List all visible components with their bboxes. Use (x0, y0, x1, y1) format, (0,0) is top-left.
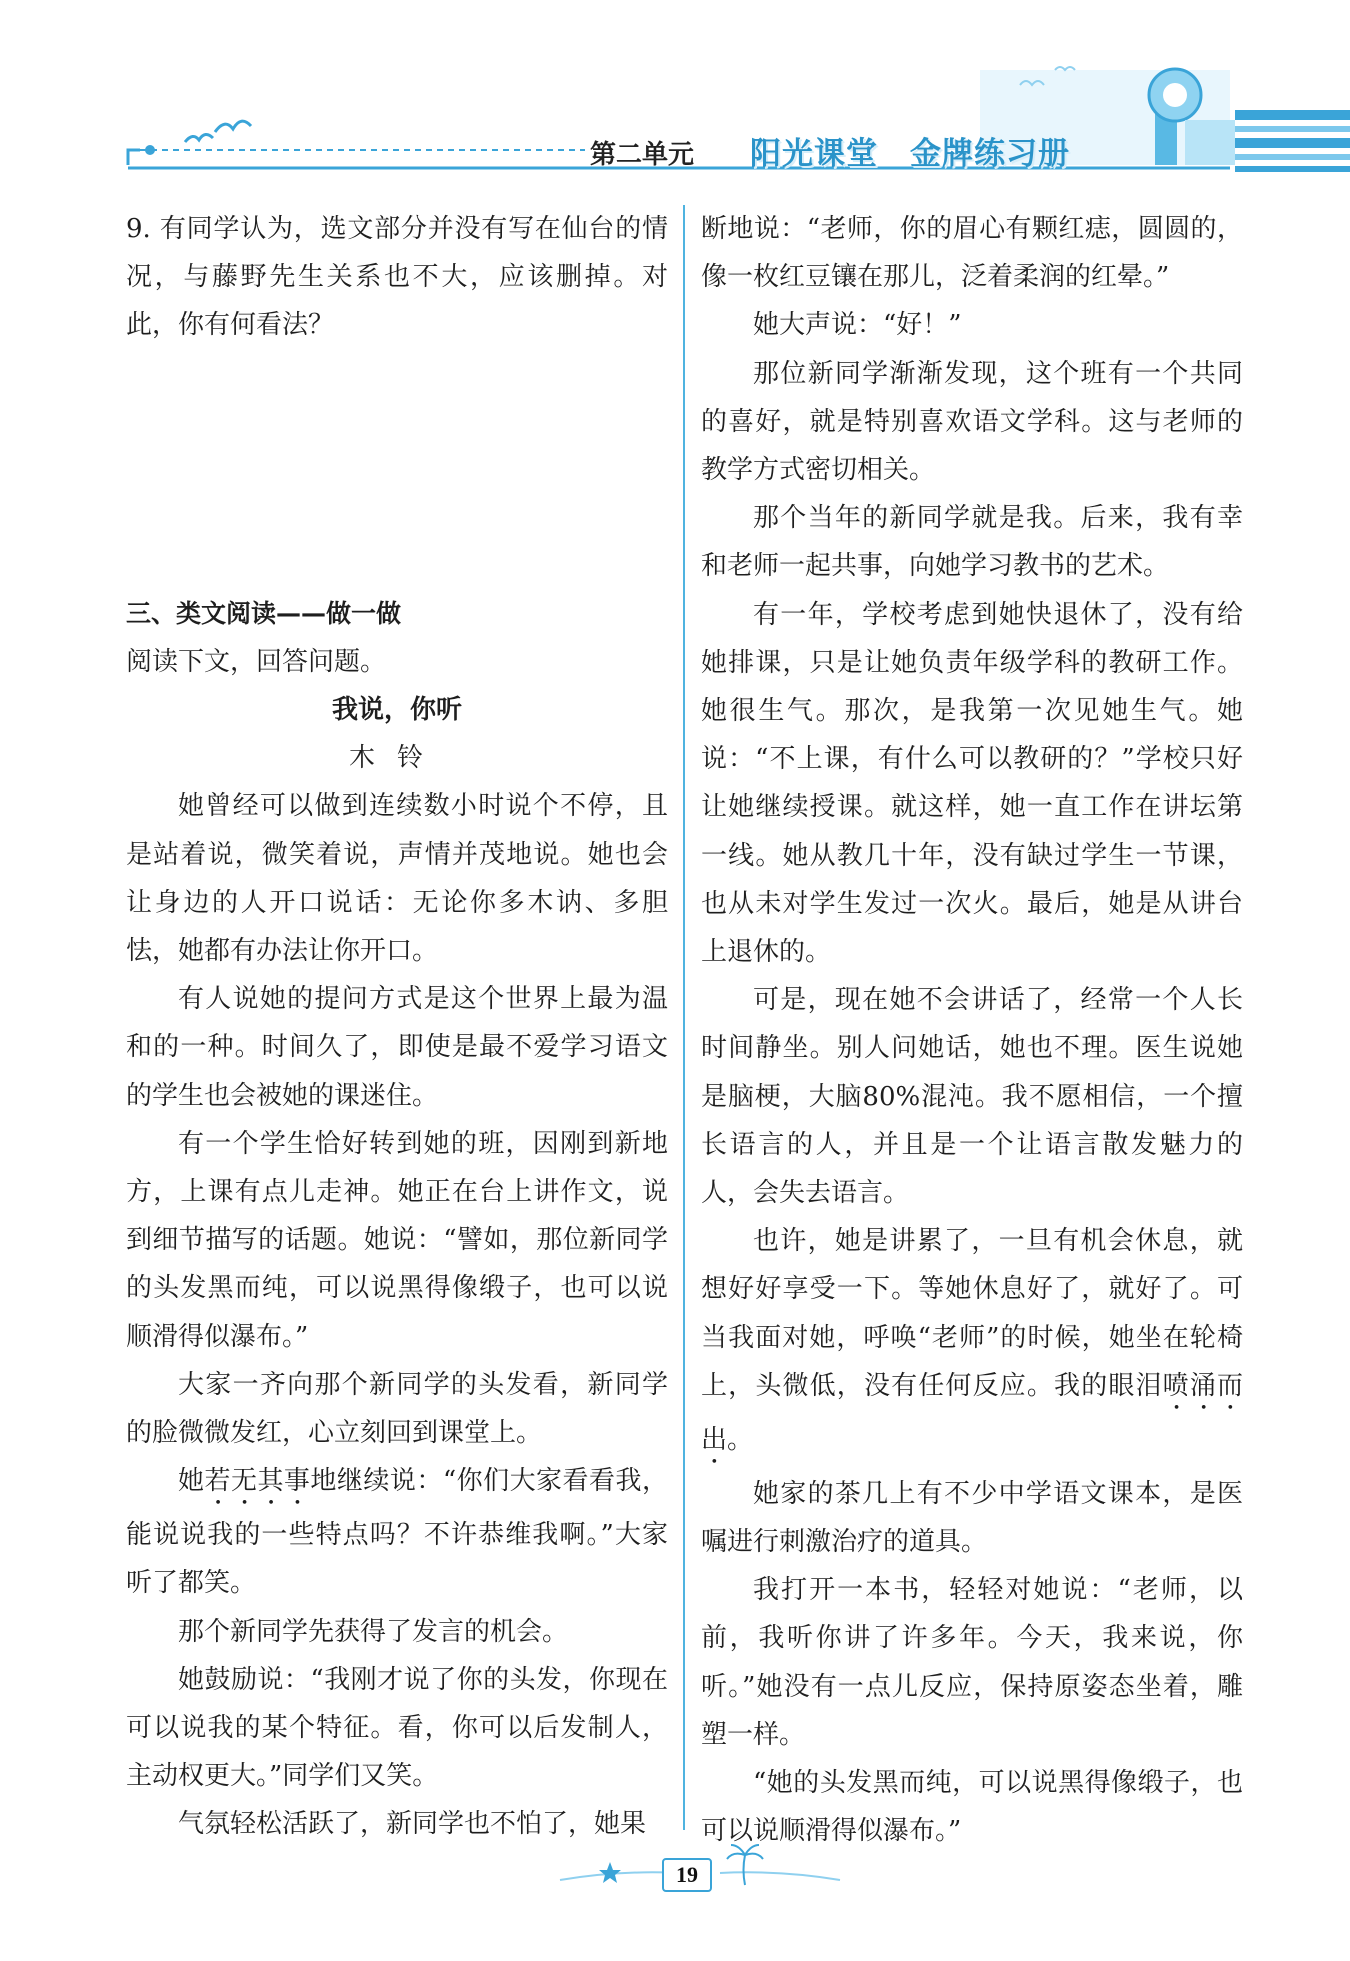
answer-space (126, 350, 668, 590)
text-run: 地继续说：“你们大家看看我，能说说我的一些特点吗？不许恭维我啊。”大家听了都笑。 (126, 1466, 668, 1599)
emphasized-word: 喷涌而出 (701, 1370, 1243, 1455)
emphasized-word: 若无其事 (204, 1466, 311, 1497)
page-header (0, 0, 1350, 200)
text-run: 也许，她是讲累了，一旦有机会休息，就想好好享受一下。等她休息好了，就好了。可当我面对她，呼唤“老师”的时候，她坐在轮椅上，头微低，没有任何反应。我的眼泪 (701, 1226, 1243, 1401)
paragraph: 气氛轻松活跃了，新同学也不怕了，她果 (178, 1809, 647, 1840)
paragraph: 她大声说：“好！” (753, 310, 962, 341)
article-title: 我说，你听 (331, 695, 462, 726)
unit-label: 第二单元 (590, 140, 695, 170)
paragraph: 大家一齐向那个新同学的头发看，新同学的脸微微发红，心立刻回到课堂上。 (126, 1369, 668, 1449)
text-run: 。 (727, 1424, 754, 1455)
paragraph: 那个当年的新同学就是我。后来，我有幸和老师一起共事，向她学习教书的艺术。 (701, 503, 1243, 582)
birds-icon (185, 121, 251, 142)
text-run: 她 (178, 1466, 205, 1497)
paragraph: 她鼓励说：“我刚才说了你的头发，你现在可以说我的某个特征。看，你可以后发制人，主动权更大。”同学们又笑。 (126, 1664, 668, 1792)
paragraph: 我打开一本书，轻轻对她说：“老师，以前，我听你讲了许多年。今天，我来说，你听。”她没有一点儿反应，保持原姿态坐着，雕塑一样。 (701, 1575, 1243, 1750)
paragraph: 她曾经可以做到连续数小时说个不停，且是站着说，微笑着说，声情并茂地说。她也会让身边的人开口说话：无论你多木讷、多胆怯，她都有办法让你开口。 (126, 791, 668, 967)
column-divider (683, 205, 685, 1830)
palm-tree-icon (727, 1845, 763, 1885)
series-title: 阳光课堂 金牌练习册 (750, 136, 1070, 172)
paragraph (126, 1457, 668, 1607)
left-column (126, 205, 668, 1849)
section-title: 三、类文阅读——做一做 (126, 598, 402, 628)
right-column (701, 205, 1243, 1856)
paragraph: 有一年，学校考虑到她快退休了，没有给她排课，只是让她负责年级学科的教研工作。她很生气。那次，是我第一次见她生气。她说：“不上课，有什么可以教研的？”学校只好让她继续授课。就这样，她一直工作在讲坛第一线。她从教几十年，没有缺过学生一节课，也从未对学生发过一次火。最后，她是从讲台上退休的。 (701, 599, 1243, 968)
starfish-icon (599, 1862, 621, 1883)
page-number: 19 (662, 1858, 712, 1892)
paragraph: 有一个学生恰好转到她的班，因刚到新地方，上课有点儿走神。她正在台上讲作文，说到细节描写的话题。她说：“譬如，那位新同学的头发黑而纯，可以说黑得像缎子，也可以说顺滑得似瀑布。” (126, 1128, 668, 1352)
paragraph: 她家的茶几上有不少中学语文课本，是医嘱进行刺激治疗的道具。 (701, 1478, 1243, 1558)
paragraph: “她的头发黑而纯，可以说黑得像缎子，也可以说顺滑得似瀑布。” (701, 1768, 1243, 1847)
paragraph: 那个新同学先获得了发言的机会。 (178, 1616, 569, 1647)
article-author: 木铃 (348, 743, 445, 774)
question-9: 9. 有同学认为，选文部分并没有写在仙台的情况，与藤野先生关系也不大，应该删掉。对此，你有何看法？ (126, 214, 668, 341)
paragraph: 有人说她的提问方式是这个世界上最为温和的一种。时间久了，即使是最不爱学习语文的学生也会被她的课迷住。 (126, 984, 668, 1111)
paragraph (701, 1217, 1243, 1470)
instruction: 阅读下文，回答问题。 (126, 646, 387, 677)
paragraph: 可是，现在她不会讲话了，经常一个人长时间静坐。别人问她话，她也不理。医生说她是脑梗，大脑80%混沌。我不愿相信，一个擅长语言的人，并且是一个让语言散发魅力的人，会失去语言。 (701, 985, 1243, 1209)
paragraph: 断地说：“老师，你的眉心有颗红痣，圆圆的，像一枚红豆镶在那儿，泛着柔润的红晕。” (701, 214, 1243, 293)
paragraph: 那位新同学渐渐发现，这个班有一个共同的喜好，就是特别喜欢语文学科。这与老师的教学方式密切相关。 (701, 358, 1243, 486)
